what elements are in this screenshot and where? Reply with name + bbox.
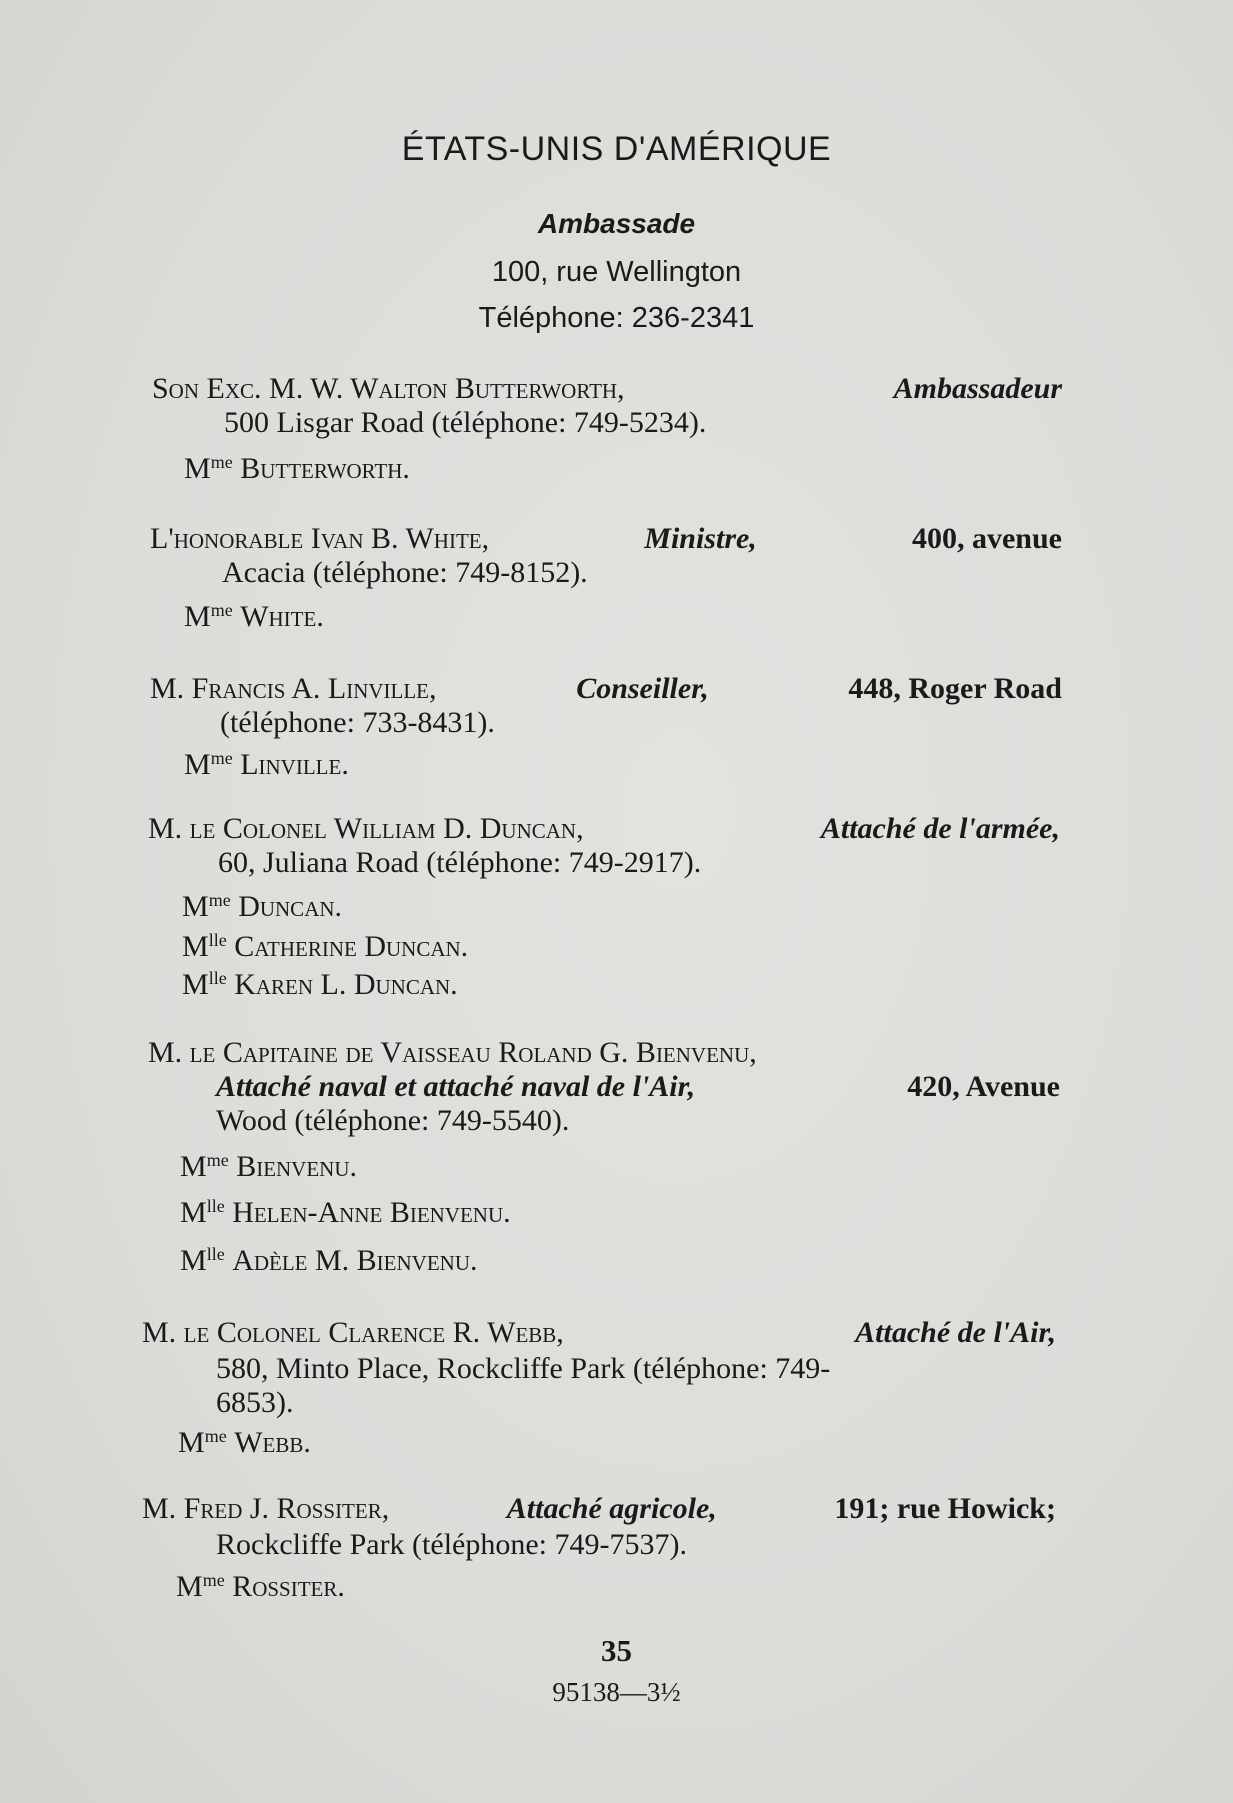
- entry-address: Wood (téléphone: 749-5540).: [216, 1104, 570, 1137]
- entry-name: M. Francis A. Linville,: [150, 672, 437, 705]
- entry-title: Ambassadeur: [893, 372, 1062, 405]
- section-subtitle: Ambassade: [537, 208, 696, 239]
- embassy-phone: Téléphone: 236-2341: [478, 302, 755, 334]
- entry-family-member: $M^{lle}$ Catherine Duncan.: [182, 930, 469, 963]
- entry-address-tail: 448, Roger Road: [848, 672, 1062, 705]
- entry-spouse: $M^{me}$ Webb.: [178, 1426, 311, 1459]
- entry-title: Ministre,: [644, 522, 757, 555]
- entry-family-member: $M^{me}$ Duncan.: [182, 890, 343, 923]
- entry-family-member: $M^{lle}$ Helen-Anne Bienvenu.: [180, 1196, 511, 1229]
- entry-name-line: [142, 1492, 1056, 1526]
- entry-address: Acacia (téléphone: 749-8152).: [222, 556, 588, 589]
- entry-title: Conseiller,: [576, 672, 709, 705]
- entry-address-tail: 420, Avenue: [907, 1070, 1060, 1103]
- entry-title-line: [216, 1070, 1060, 1104]
- entry-spouse: $M^{me}$ Rossiter.: [176, 1570, 345, 1603]
- entry-title: Attaché agricole,: [506, 1492, 717, 1525]
- entry-address: 60, Juliana Road (téléphone: 749-2917).: [218, 846, 702, 879]
- entry-spouse: $M^{me}$ Butterworth.: [184, 452, 410, 485]
- entry-name: L'honorable Ivan B. White,: [150, 522, 490, 555]
- entry-family-member: $M^{me}$ Bienvenu.: [180, 1150, 358, 1183]
- entry-name-line: [142, 1316, 1056, 1350]
- entry-address-tail: 191; rue Howick;: [834, 1492, 1056, 1525]
- entry-name-line: [150, 522, 1062, 556]
- section-title: ÉTATS-UNIS D'AMÉRIQUE: [401, 130, 832, 168]
- entry-address: (téléphone: 733-8431).: [220, 706, 495, 739]
- entry-family-member: $M^{lle}$ Adèle M. Bienvenu.: [180, 1244, 478, 1277]
- entry-name-line: [148, 812, 1060, 846]
- entry-name: Son Exc. M. W. Walton Butterworth,: [152, 372, 625, 405]
- entry-address: Rockcliffe Park (téléphone: 749-7537).: [216, 1528, 687, 1561]
- embassy-address: 100, rue Wellington: [491, 256, 742, 288]
- entry-name-line: [150, 672, 1062, 706]
- entry-name: M. le Colonel William D. Duncan,: [148, 812, 584, 845]
- entry-title: Attaché de l'Air,: [855, 1316, 1056, 1349]
- entry-spouse: $M^{me}$ White.: [184, 600, 324, 633]
- entry-name: M. le Capitaine de Vaisseau Roland G. Bienvenu,: [148, 1036, 757, 1069]
- entry-family-member: $M^{lle}$ Karen L. Duncan.: [182, 968, 458, 1001]
- entry-name-line: [152, 372, 1062, 406]
- printer-imprint: 95138—3½: [552, 1677, 681, 1707]
- entry-name-line: [148, 1036, 1060, 1070]
- entry-name: M. le Colonel Clarence R. Webb,: [142, 1316, 564, 1349]
- entry-address: 500 Lisgar Road (téléphone: 749-5234).: [224, 406, 707, 439]
- entry-address-tail: 400, avenue: [911, 522, 1062, 555]
- entry-name: M. Fred J. Rossiter,: [142, 1492, 390, 1525]
- entry-address-cont: 6853).: [216, 1386, 294, 1419]
- page-number: 35: [601, 1633, 632, 1668]
- entry-title: Attaché naval et attaché naval de l'Air,: [216, 1070, 696, 1103]
- entry-address: 580, Minto Place, Rockcliffe Park (téléphone: 749-: [216, 1352, 831, 1385]
- entry-spouse: $M^{me}$ Linville.: [184, 748, 349, 781]
- entry-title: Attaché de l'armée,: [820, 812, 1060, 845]
